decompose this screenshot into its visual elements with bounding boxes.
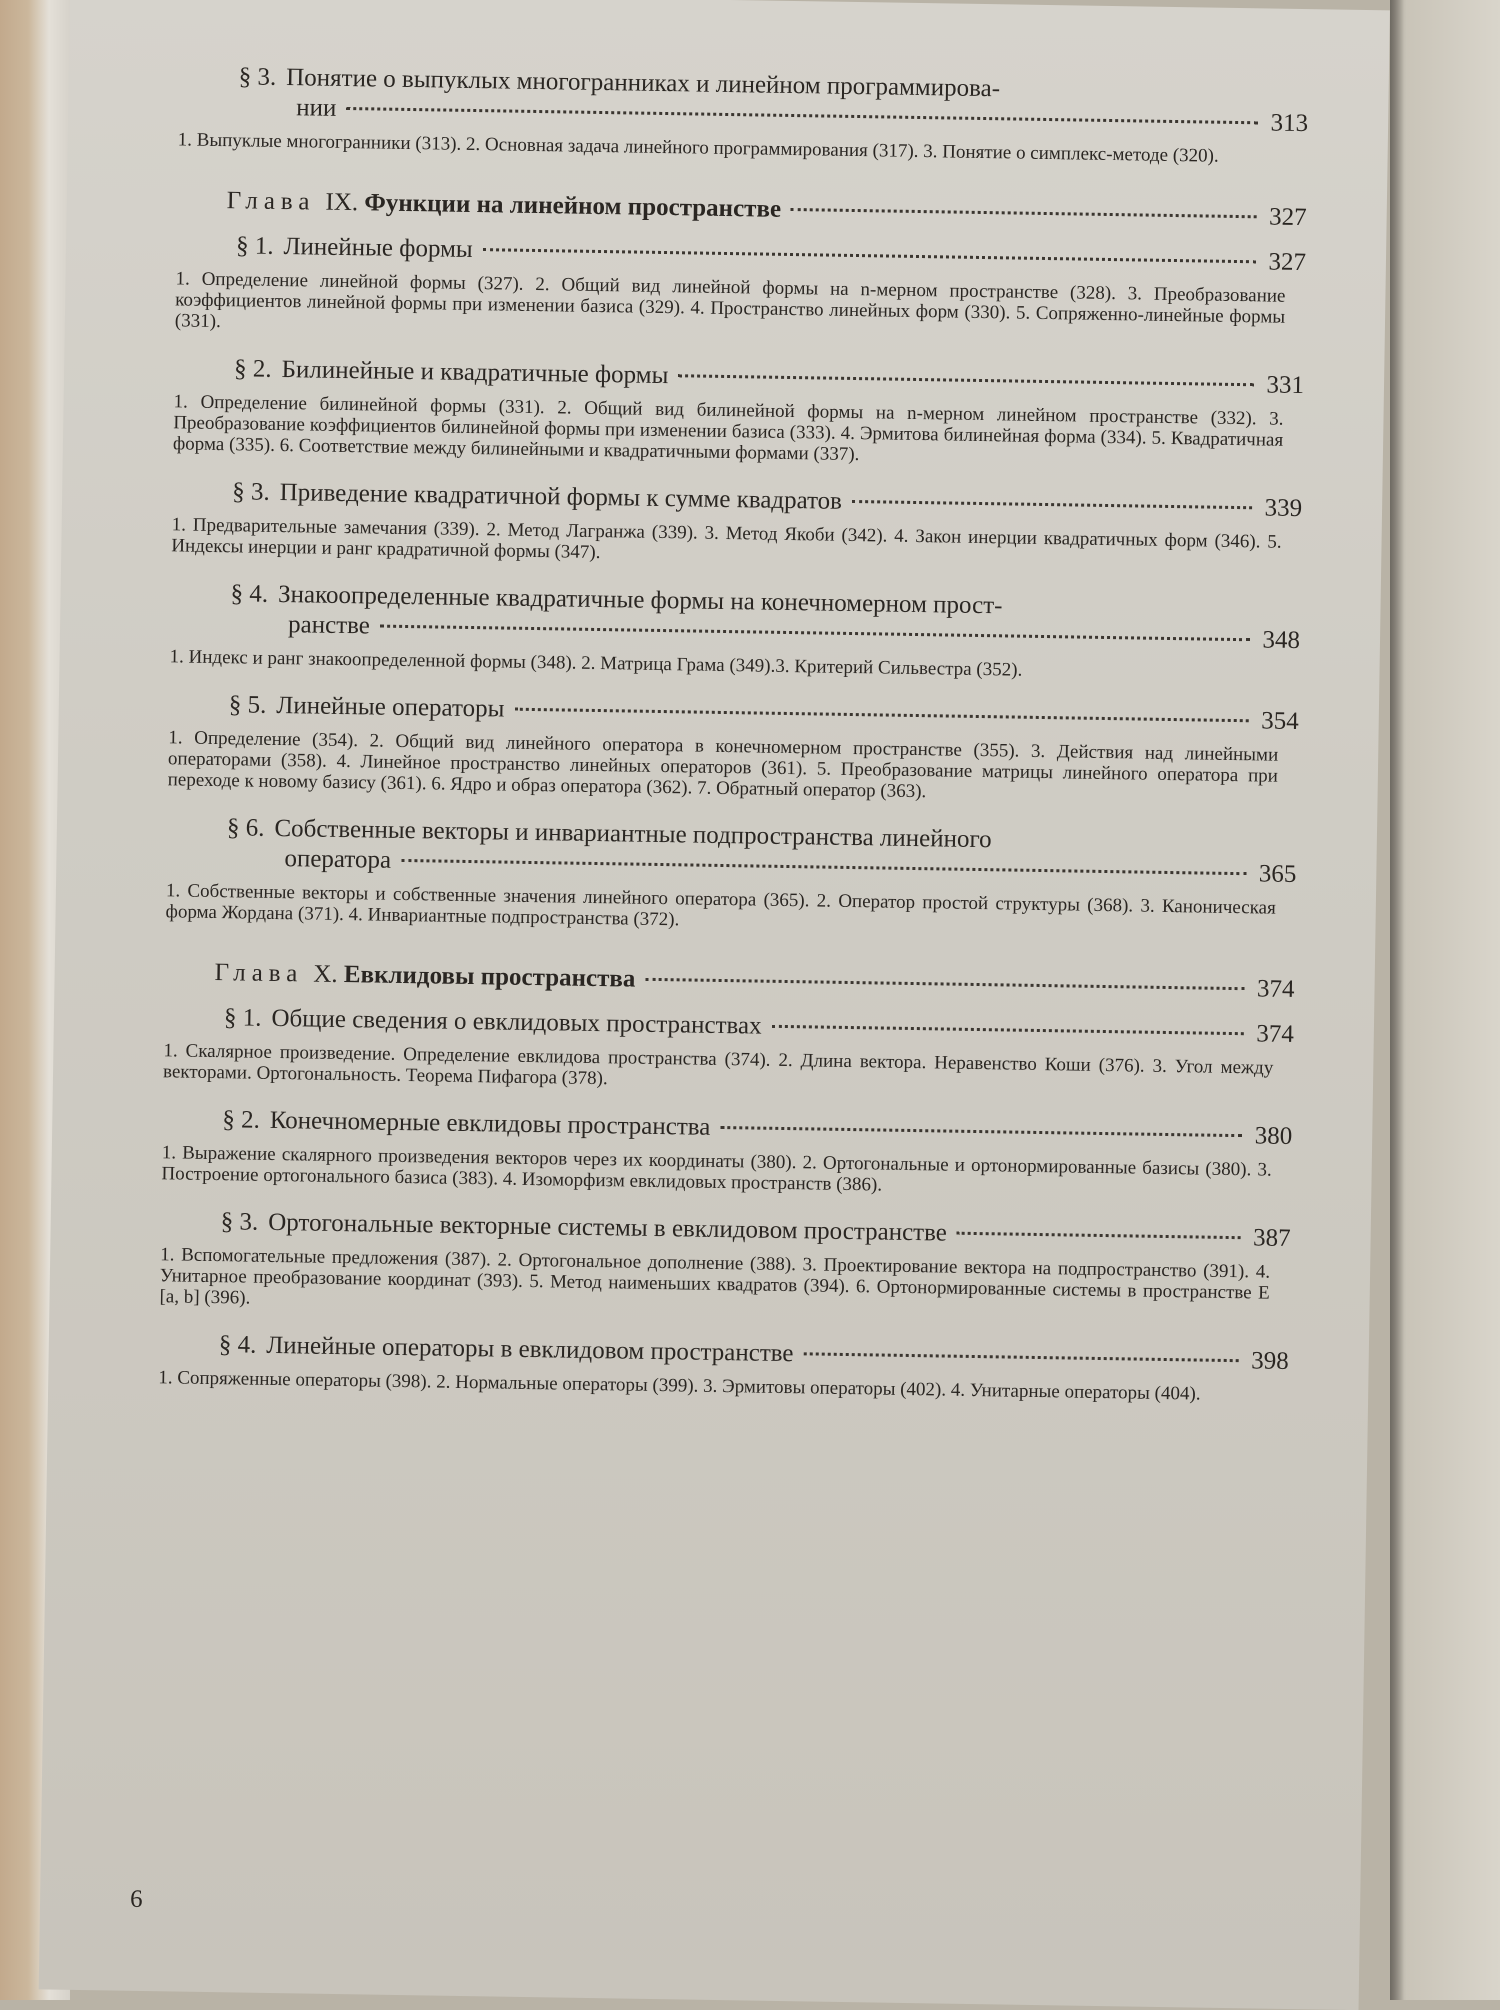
subsection-list: 1. Определение линейной формы (327). 2. Общий вид линейной формы на n-мерном пространстве (328). 3. Преобразование коэффициентов линейной формы при изменении базиса (329). 4. Пространство линейных форм (330). 5. Сопряженно-линейные формы (331). xyxy=(174,268,1286,333)
leader-dots xyxy=(346,107,1258,124)
chapter-title: Евклидовы пространства xyxy=(343,961,636,993)
chapter-title: Функции на линейном пространстве xyxy=(364,189,782,223)
section-mark: § 5. xyxy=(228,691,267,719)
subsection-list: 1. Сопряженные операторы (398). 2. Нормальные операторы (399). 3. Эрмитовы операторы (402). 4. Унитарные операторы (404). xyxy=(158,1367,1201,1405)
section-title: Линейные формы xyxy=(283,233,473,263)
subsection-list: 1. Предварительные замечания (339). 2. Метод Лагранжа (339). 3. Метод Якоби (342). 4. Закон инерции квадратичных форм (346). 5. Индексы инерции и ранг крадратичной формы (347). xyxy=(171,514,1282,564)
section-page-number: 374 xyxy=(1256,1020,1295,1048)
subsection-list: 1. Собственные векторы и собственные значения линейного оператора (365). 2. Оператор простой структуры (368). 3. Каноническая форма Жордана (371). 4. Инвариантные подпространства (372). xyxy=(165,880,1276,931)
leader-dots xyxy=(401,859,1246,875)
book-page xyxy=(39,0,1390,2010)
subsection-list: 1. Определение билинейной формы (331). 2. Общий вид билинейной формы на n-мерном линейном пространстве (332). 3. Преобразование коэффициентов билинейной формы при изменении базиса (333). 4. Эрмитова билинейная форма (334). 5. Квадратичная форма (335). 6. Соответствие между билинейными и квадратичными формами (337). xyxy=(172,391,1284,466)
section-page-number: 313 xyxy=(1270,109,1309,138)
section-page-number: 327 xyxy=(1268,248,1307,277)
section-entry xyxy=(158,1330,1289,1406)
chapter-page-number: 327 xyxy=(1268,203,1307,232)
section-title: Знакоопределенные квадратичные формы на конечномерном прост- xyxy=(277,580,1003,620)
section-entry xyxy=(169,579,1301,685)
leader-dots xyxy=(803,1352,1238,1362)
chapter-number: IX. xyxy=(325,188,359,217)
section-title: Приведение квадратичной формы к сумме квадратов xyxy=(279,478,843,515)
facing-page-edge xyxy=(1390,0,1500,2000)
section-entry xyxy=(165,813,1297,940)
section-page-number: 398 xyxy=(1250,1347,1289,1375)
subsection-list: 1. Индекс и ранг знакоопределенной формы (348). 2. Матрица Грама (349).3. Критерий Сильвестра (352). xyxy=(169,646,1023,681)
section-mark: § 4. xyxy=(230,580,269,608)
subsection-list: 1. Выражение скалярного произведения векторов через их координаты (380). 2. Ортогональные и ортонормированные базисы (380). 3. Построение ортогонального базиса (383). 4. Изоморфизм евклидовых пространств (386). xyxy=(161,1142,1272,1196)
section-page-number: 339 xyxy=(1264,494,1303,523)
section-entry xyxy=(161,1105,1293,1202)
section-title: Конечномерные евклидовы пространства xyxy=(269,1106,711,1141)
section-mark: § 2. xyxy=(222,1106,261,1134)
leader-dots xyxy=(380,625,1250,642)
section-title-cont: ранстве xyxy=(287,611,371,640)
section-title: Общие сведения о евклидовых пространствах xyxy=(271,1004,762,1040)
section-mark: § 3. xyxy=(238,63,277,91)
section-page-number: 354 xyxy=(1261,707,1299,736)
section-page-number: 331 xyxy=(1266,371,1305,400)
section-title-cont: нии xyxy=(296,94,337,122)
section-title: Линейные операторы в евклидовом пространстве xyxy=(266,1331,794,1368)
chapter-word: Глава xyxy=(226,187,316,216)
leader-dots xyxy=(514,708,1248,723)
chapter-word: Глава xyxy=(214,959,304,988)
chapter-heading xyxy=(214,959,1294,1004)
subsection-list: 1. Вспомогательные предложения (387). 2. Ортогональное дополнение (388). 3. Проектирование вектора на подпространство (391). 4. Унитарное преобразование координат (393). 5. Метод наименьших квадратов (394). 6. Ортонормированные системы в пространстве E [a, b] (396). xyxy=(159,1244,1271,1309)
subsection-list: 1. Определение (354). 2. Общий вид линейного оператора в конечномерном пространстве (355). 3. Действия над линейными операторами (358). 4. Линейное пространство линейных операторов (361). 5. Преобразование матрицы линейного оператора при переходе к новому базису (361). 6. Ядро и образ оператора (362). 7. Обратный оператор (363). xyxy=(167,727,1279,803)
leader-dots xyxy=(720,1126,1242,1137)
section-entry xyxy=(174,231,1307,349)
leader-dots xyxy=(772,1025,1244,1035)
chapter-heading xyxy=(227,187,1307,232)
section-entry xyxy=(172,354,1305,472)
subsection-list: 1. Скалярное произведение. Определение евклидова пространства (374). 2. Длина вектора. Неравенство Коши (376). 3. Угол между векторами. Ортогональность. Теорема Пифагора (378). xyxy=(162,1040,1274,1090)
section-entry xyxy=(162,1003,1295,1100)
section-mark: § 3. xyxy=(232,478,270,506)
section-title: Билинейные и квадратичные формы xyxy=(281,356,669,390)
section-page-number: 380 xyxy=(1254,1122,1293,1150)
section-page-number: 365 xyxy=(1258,860,1297,889)
leader-dots xyxy=(791,208,1257,218)
section-mark: § 3. xyxy=(220,1208,259,1236)
section-entry xyxy=(171,477,1303,574)
section-title: Понятие о выпуклых многогранниках и линейном программирова- xyxy=(286,64,1001,103)
table-of-contents xyxy=(158,61,1309,1428)
page-number: 6 xyxy=(129,1885,143,1914)
leader-dots xyxy=(483,248,1256,263)
section-mark: § 1. xyxy=(223,1004,262,1032)
section-mark: § 4. xyxy=(218,1331,257,1359)
section-entry xyxy=(167,690,1299,808)
section-title: Ортогональные векторные системы в евклидовом пространстве xyxy=(268,1208,948,1247)
section-mark: § 2. xyxy=(233,355,272,383)
section-page-number: 387 xyxy=(1252,1224,1291,1252)
section-mark: § 6. xyxy=(226,814,265,842)
section-mark: § 1. xyxy=(235,232,274,260)
chapter-page-number: 374 xyxy=(1256,975,1295,1003)
subsection-list: 1. Выпуклые многогранники (313). 2. Основная задача линейного программирования (317). 3. Понятие о симплекс-методе (320). xyxy=(177,129,1219,167)
section-entry xyxy=(159,1207,1291,1325)
section-entry xyxy=(177,62,1309,168)
leader-dots xyxy=(852,500,1252,509)
leader-dots xyxy=(957,1232,1241,1239)
leader-dots xyxy=(645,978,1244,990)
leader-dots xyxy=(678,374,1254,386)
section-page-number: 348 xyxy=(1262,626,1301,655)
section-title-cont: оператора xyxy=(284,845,392,874)
chapter-number: X. xyxy=(313,960,338,988)
section-title: Собственные векторы и инвариантные подпространства линейного xyxy=(274,814,992,854)
section-title: Линейные операторы xyxy=(276,691,505,723)
